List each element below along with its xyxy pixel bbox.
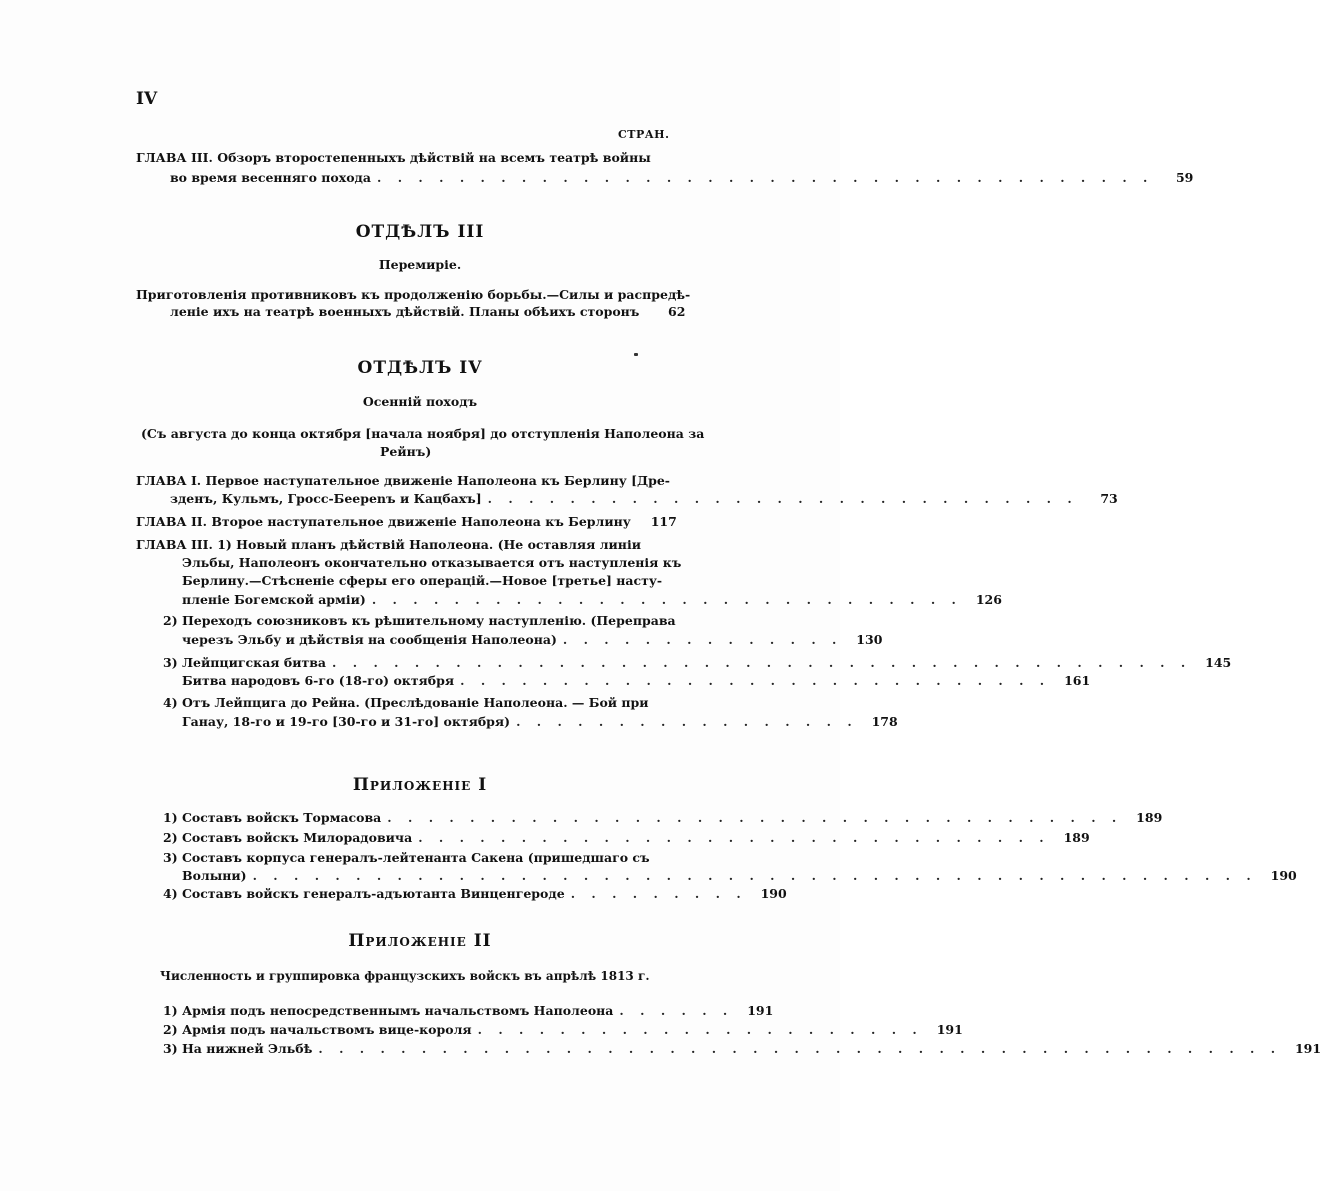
toc-page-number: 161 [1064, 673, 1091, 688]
toc-entry-line [170, 489, 1118, 509]
toc-entry-line [182, 553, 681, 573]
toc-page-number: 191 [747, 1003, 774, 1018]
dot-leader: . . . . . . . . . . . . . . . . . . . . . . . . . . . . . . . . . . . . . . . . . . . . . . . [318, 1041, 1282, 1056]
toc-page-number: 130 [856, 632, 883, 647]
toc-page-number: 191 [1294, 1041, 1321, 1056]
toc-entry-text: 4) Отъ Лейпцига до Рейна. (Преслѣдованіе Наполеона. — Бой при [163, 695, 649, 710]
dot-leader: . . . . . . [619, 1003, 734, 1018]
toc-entry-text: 2) Армія подъ начальствомъ вице-короля [163, 1022, 472, 1037]
ink-speck [634, 353, 638, 356]
dot-leader: . . . . . . . . . . . . . . [562, 632, 843, 647]
toc-entry-text: Эльбы, Наполеонъ окончательно отказывается отъ наступленія къ [182, 555, 682, 570]
dot-leader: . . . . . . . . . . . . . . . . . . . . . . . . . . . . . . . . . . . . . . . . . . . . . . . . . [252, 868, 1257, 883]
toc-entry-text: 3) На нижней Эльбѣ [163, 1041, 313, 1056]
toc-entry-text: Берлину.—Стѣсненіе сферы его операцій.—Новое [третье] насту- [182, 573, 663, 588]
toc-entry-text: ГЛАВА III. Обзоръ второстепенныхъ дѣйствій на всемъ театрѣ войны [136, 150, 651, 165]
section-subtitle: Осенній походъ [362, 394, 478, 409]
toc-entry-line [170, 302, 686, 322]
toc-entry-line [163, 1001, 774, 1021]
toc-entry-text: 1) Составъ войскъ Тормасова [163, 810, 382, 825]
toc-entry-text: ГЛАВА III. 1) Новый планъ дѣйствій Наполеона. (Не оставляя линіи [136, 537, 641, 552]
dot-leader: . . . . . . . . . [570, 886, 747, 901]
toc-entry-line [182, 571, 662, 591]
toc-entry-text: 2) Составъ войскъ Милорадовича [163, 830, 413, 845]
note-text: Рейнъ) [380, 444, 432, 459]
toc-entry-text: черезъ Эльбу и дѣйствія на сообщенія Наполеона) [182, 632, 557, 647]
page-number: IV [136, 89, 158, 109]
toc-entry-line [136, 512, 677, 532]
dot-leader: . . . . . . . . . . . . . . . . . . . . . . . . . . . . . . . . . . . . [387, 810, 1123, 825]
toc-entry-line [163, 808, 1163, 828]
dot-leader: . . . . . . . . . . . . . . . . . . . . . . . . . . . . . [371, 592, 962, 607]
toc-page-number: 126 [975, 592, 1002, 607]
dot-leader: . . . . . . . . . . . . . . . . . . . . . . . . . . . . . . . [418, 830, 1050, 845]
toc-entry-text: ГЛАВА I. Первое наступательное движеніе Наполеона къ Берлину [Дре- [136, 473, 670, 488]
toc-entry-line [163, 848, 650, 868]
toc-page-number: 190 [1270, 868, 1297, 883]
toc-entry-line [170, 168, 1194, 188]
toc-entry-text: 3) Составъ корпуса генералъ-лейтенанта Сакена (пришедшаго съ [163, 850, 650, 865]
note-text: (Съ августа до конца октября [начала ноября] до отступленія Наполеона за [141, 426, 705, 441]
section-title: ОТДѢЛЪ IV [357, 358, 483, 378]
toc-entry-text: ГЛАВА II. Второе наступательное движеніе Наполеона къ Берлину [136, 514, 631, 529]
dot-leader: . . . . . . . . . . . . . . . . . . . . . . . . . . . . . [460, 673, 1051, 688]
toc-page-number: 73 [1100, 491, 1118, 506]
toc-page-number: 178 [871, 714, 898, 729]
toc-entry-line [163, 828, 1090, 848]
toc-entry-text: Волыни) [182, 868, 247, 883]
dot-leader: . . . . . . . . . . . . . . . . . [516, 714, 858, 729]
toc-entry-text: Битва народовъ 6-го (18-го) октября [182, 673, 455, 688]
toc-page-number: 145 [1205, 655, 1232, 670]
toc-entry-line [182, 712, 898, 732]
toc-page-number: 189 [1063, 830, 1090, 845]
appendix-subtitle-text: Численность и группировка французскихъ войскъ въ апрѣлѣ 1813 г. [160, 969, 650, 983]
dot-leader: . . . . . . . . . . . . . . . . . . . . . . [477, 1022, 923, 1037]
dot-leader: . . . . . . . . . . . . . . . . . . . . . . . . . . . . . . . . . . . . . . [377, 170, 1154, 185]
toc-page-number: 59 [1175, 170, 1194, 185]
toc-entry-line [182, 590, 1002, 610]
section-note [380, 442, 431, 462]
toc-entry-text: зденъ, Кульмъ, Гросс-Беереnъ и Кацбахъ] [170, 491, 482, 506]
toc-entry-line [163, 1020, 963, 1040]
dot-leader: . . . . . . . . . . . . . . . . . . . . . . . . . . . . . . . . . . . . . . . . . . [332, 655, 1192, 670]
toc-entry-text: 4) Составъ войскъ генералъ-адъютанта Винценгероде [163, 886, 565, 901]
toc-page-number: 191 [936, 1022, 963, 1037]
toc-entry-line [136, 148, 651, 168]
toc-entry-text: 1) Армія подъ непосредственнымъ начальствомъ Наполеона [163, 1003, 614, 1018]
toc-entry-line [136, 471, 670, 491]
toc-entry-text: Ганау, 18-го и 19-го [30-го и 31-го] октября) [182, 714, 511, 729]
toc-entry-line [163, 611, 676, 631]
section-note [141, 424, 704, 444]
pages-column-header: СТРАН. [618, 128, 670, 141]
section-subtitle: Перемиріе. [378, 257, 462, 272]
toc-entry-text: Приготовленія противниковъ къ продолженію борьбы.—Силы и распредѣ- [136, 287, 691, 302]
toc-entry-line [163, 1039, 1321, 1059]
toc-entry-text: 2) Переходъ союзниковъ къ рѣшительному наступленію. (Переправа [163, 613, 676, 628]
toc-entry-text: во время весенняго похода [170, 170, 371, 185]
toc-entry-text: 3) Лейпцигская битва [163, 655, 327, 670]
appendix-title: Приложеніе II [348, 931, 492, 951]
section-title: ОТДѢЛЪ III [355, 222, 485, 242]
toc-page-number: 189 [1136, 810, 1163, 825]
dot-leader: . . . . . . . . . . . . . . . . . . . . . . . . . . . . . [487, 491, 1078, 506]
toc-page-number: 62 [668, 304, 686, 319]
toc-page-number: 190 [760, 886, 787, 901]
appendix-title: Приложеніе I [352, 775, 488, 795]
toc-entry-line [163, 693, 649, 713]
toc-entry-line [182, 630, 883, 650]
toc-page-number: 117 [650, 514, 677, 529]
toc-entry-line [136, 535, 641, 555]
toc-entry-line [163, 653, 1232, 673]
toc-entry-text: леніе ихъ на театрѣ военныхъ дѣйствій. Планы обѣихъ сторонъ [170, 304, 640, 319]
toc-entry-text: пленіе Богемской арміи) [182, 592, 366, 607]
toc-entry-line [182, 866, 1297, 886]
toc-entry-line [182, 671, 1091, 691]
appendix-subtitle [160, 966, 650, 986]
toc-entry-line [163, 884, 787, 904]
